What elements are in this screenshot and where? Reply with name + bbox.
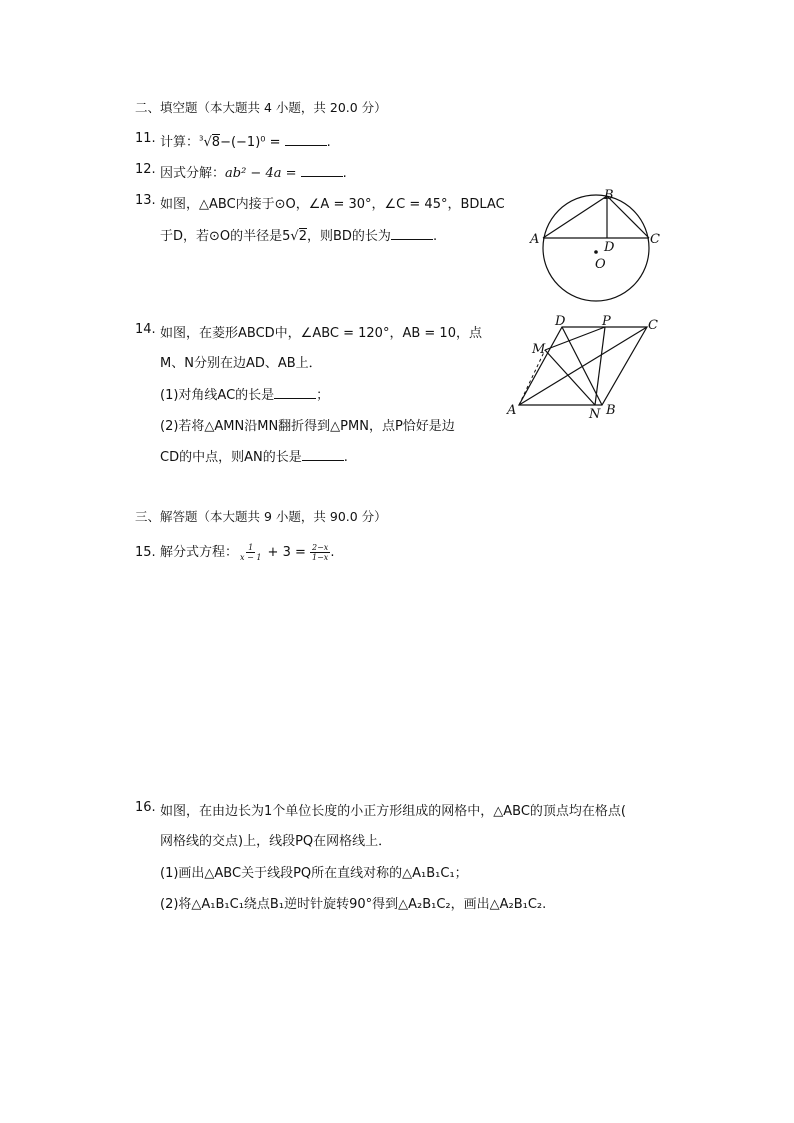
q12-prefix: 因式分解： [160, 166, 226, 181]
q15-f1-numerator: 1 [248, 543, 254, 552]
label-d: D [604, 240, 615, 255]
q11-suffix: . [326, 135, 331, 150]
q14-part2-end: . [343, 450, 348, 465]
q15-mid: + 3 = [267, 545, 306, 560]
q12-number: 12. [135, 162, 156, 177]
center-o-dot [594, 250, 598, 254]
label-o: O [595, 257, 606, 272]
label-d: D [555, 314, 566, 329]
q15-fraction-2 [310, 543, 330, 562]
label-a: A [530, 232, 540, 247]
q11-root-index: 3 [199, 134, 204, 143]
q14-answer1-blank[interactable] [274, 385, 316, 399]
q11-prefix: 计算： [160, 135, 200, 150]
q15-f1-denominator: x − 1 [240, 553, 262, 562]
q16-line4: (2)将△A₁B₁C₁绕点B₁逆时针旋转90°得到△A₂B₁C₂，画出△A₂B₁C₂. [160, 897, 547, 912]
q11-number: 11. [135, 131, 156, 146]
diagonal-ac [519, 327, 647, 405]
q12-answer-blank[interactable] [301, 163, 343, 177]
q14-line3 [160, 384, 329, 403]
q14-figure [502, 310, 672, 425]
q15-text [160, 541, 334, 562]
q14-line5 [160, 446, 348, 465]
q13-line2 [160, 225, 437, 244]
circle-o [543, 195, 649, 301]
q13-line2-c: ，则BD的长为 [307, 229, 391, 244]
q15-fraction-1 [238, 543, 263, 562]
sqrt-sign-icon: √ [203, 135, 212, 150]
q11-expr: −(−1)⁰ = [220, 135, 281, 150]
q15-f2-denominator: 1−x [312, 553, 329, 562]
q15-prefix: 解分式方程： [160, 545, 239, 560]
q14-line1: 如图，在菱形ABCD中，∠ABC = 120°，AB = 10，点 [160, 326, 482, 341]
q16-line2: 网格线的交点)上，线段PQ在网格线上． [160, 834, 392, 849]
label-c: C [650, 232, 660, 247]
q11-radicand: 8 [211, 135, 221, 150]
q14-answer2-blank[interactable] [302, 447, 344, 461]
q15-suffix: . [330, 545, 335, 560]
q14-number: 14. [135, 322, 156, 337]
section-3-title: 三、解答题（本大题共 9 小题，共 90.0 分） [135, 509, 387, 524]
label-b: B [604, 188, 614, 203]
label-m: M [532, 342, 546, 357]
segment-mp [545, 327, 605, 350]
label-c: C [648, 318, 658, 333]
q11-answer-blank[interactable] [285, 132, 327, 146]
sqrt-sign-icon: √ [290, 229, 299, 244]
q13-line1: 如图，△ABC内接于⊙O，∠A = 30°，∠C = 45°，BDLAC [160, 197, 505, 212]
q16-number: 16. [135, 800, 156, 815]
q15-f2-numerator: 2−x [312, 543, 329, 552]
q13-line2-d: . [432, 229, 438, 244]
q12-expr: ab² − 4a = [225, 166, 297, 181]
label-a: A [507, 403, 517, 418]
section-2-title: 二、填空题（本大题共 4 小题，共 20.0 分） [135, 100, 387, 115]
q11-text [160, 131, 331, 150]
label-n: N [589, 407, 601, 422]
q14-part1-end: ； [316, 388, 330, 403]
q12-text [160, 162, 347, 181]
label-b: B [606, 403, 616, 418]
q13-number: 13. [135, 193, 156, 208]
q14-line4: (2)若将△AMN沿MN翻折得到△PMN，点P恰好是边 [160, 419, 455, 434]
q14-part2: CD的中点，则AN的长是 [160, 450, 302, 465]
q14-line2: M、N分别在边AD、AB上． [160, 356, 322, 371]
q16-line1: 如图，在由边长为1个单位长度的小正方形组成的网格中，△ABC的顶点均在格点( [160, 804, 627, 819]
q14-part1: (1)对角线AC的长是 [160, 388, 275, 403]
q12-suffix: . [342, 166, 347, 181]
q13-figure [525, 182, 665, 312]
q15-number: 15. [135, 545, 156, 560]
q13-radicand: 2 [298, 229, 307, 244]
label-p: P [602, 314, 611, 329]
q13-line2-a: 于D，若⊙O的半径是5 [160, 229, 291, 244]
q13-answer-blank[interactable] [391, 226, 433, 240]
q16-line3: (1)画出△ABC关于线段PQ所在直线对称的△A₁B₁C₁； [160, 866, 468, 881]
